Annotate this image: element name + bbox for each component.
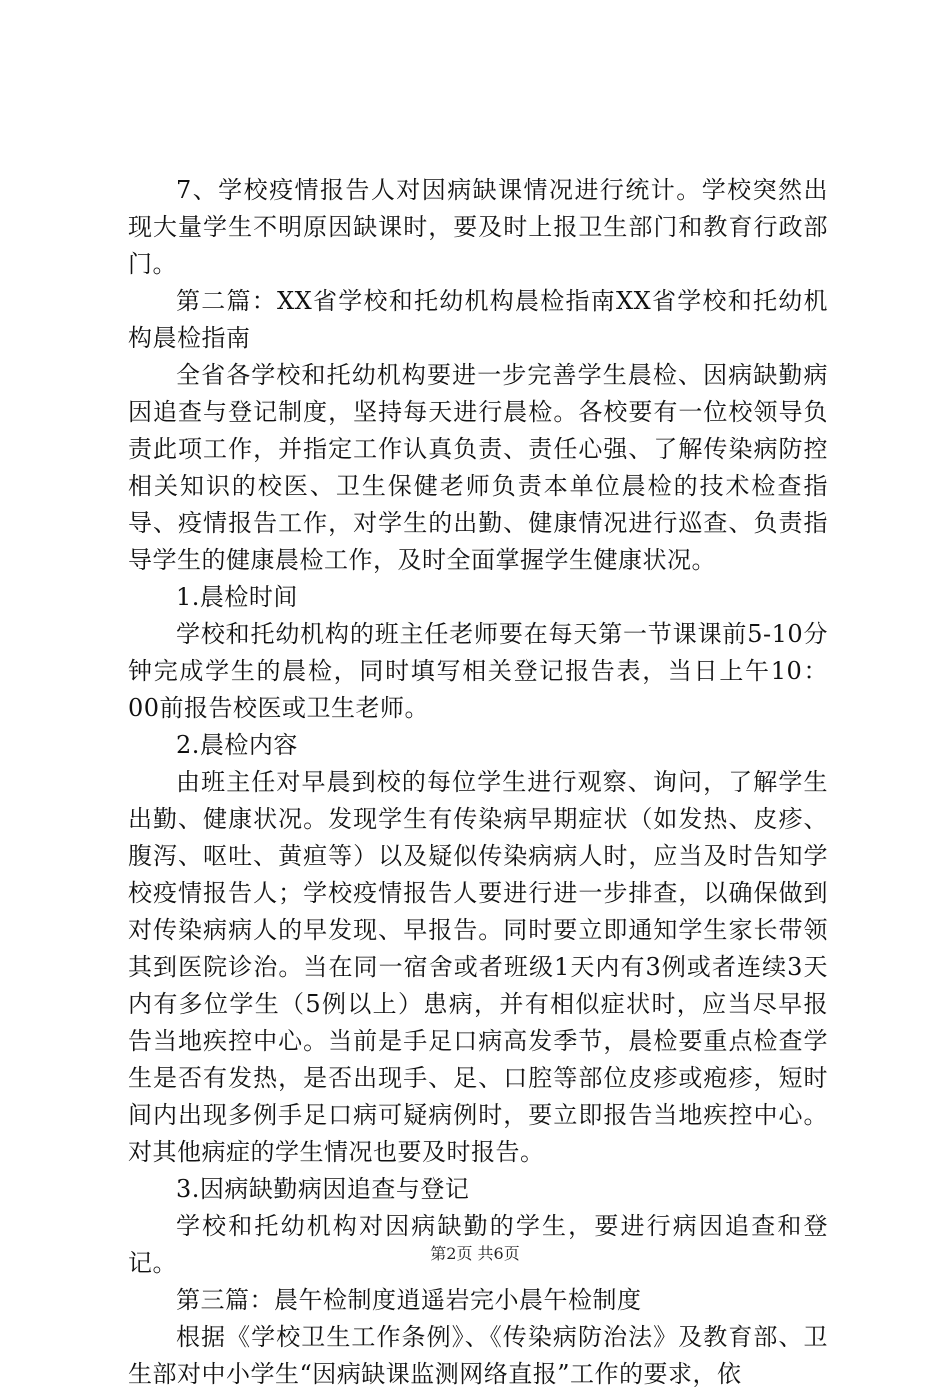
- paragraph-intro: 全省各学校和托幼机构要进一步完善学生晨检、因病缺勤病因追查与登记制度，坚持每天进行晨检。各校要有一位校领导负责此项工作，并指定工作认真负责、责任心强、了解传染病防控相关知识的校医、卫生保健老师负责本单位晨检的技术检查指导、疫情报告工作，对学生的出勤、健康情况进行巡查、负责指导学生的健康晨检工作，及时全面掌握学生健康状况。: [128, 361, 828, 574]
- paragraph-check-time: 学校和托幼机构的班主任老师要在每天第一节课课前5-10分钟完成学生的晨检，同时填写相关登记报告表，当日上午10：00前报告校医或卫生老师。: [128, 620, 828, 722]
- paragraph-item-7-report: 7、学校疫情报告人对因病缺课情况进行统计。学校突然出现大量学生不明原因缺课时，要及时上报卫生部门和教育行政部门。: [128, 176, 828, 278]
- section-heading-part-two: 第二篇：XX省学校和托幼机构晨检指南XX省学校和托幼机构晨检指南: [128, 287, 828, 352]
- paragraph-regulations: 根据《学校卫生工作条例》、《传染病防治法》及教育部、卫生部对中小学生“因病缺课监测网络直报”工作的要求，依: [128, 1323, 828, 1388]
- section-heading-part-three: 第三篇：晨午检制度逍遥岩完小晨午检制度: [176, 1286, 642, 1314]
- subheading-absence-tracking: 3.因病缺勤病因追查与登记: [176, 1175, 470, 1203]
- document-body: [128, 172, 828, 1393]
- subheading-check-content: 2.晨检内容: [176, 731, 298, 759]
- paragraph-check-content: 由班主任对早晨到校的每位学生进行观察、询问，了解学生出勤、健康状况。发现学生有传染病早期症状（如发热、皮疹、腹泻、呕吐、黄疸等）以及疑似传染病病人时，应当及时告知学校疫情报告人；学校疫情报告人要进行进一步排查，以确保做到对传染病病人的早发现、早报告。同时要立即通知学生家长带领其到医院诊治。当在同一宿舍或者班级1天内有3例或者连续3天内有多位学生（5例以上）患病，并有相似症状时，应当尽早报告当地疾控中心。当前是手足口病高发季节，晨检要重点检查学生是否有发热，是否出现手、足、口腔等部位皮疹或疱疹，短时间内出现多例手足口病可疑病例时，要立即报告当地疾控中心。对其他病症的学生情况也要及时报告。: [128, 768, 828, 1166]
- subheading-check-time: 1.晨检时间: [176, 583, 298, 611]
- page-number-footer: 第2页 共6页: [430, 1244, 520, 1263]
- paragraph-absence-tracking: 学校和托幼机构对因病缺勤的学生，要进行病因追查和登记。: [128, 1212, 828, 1277]
